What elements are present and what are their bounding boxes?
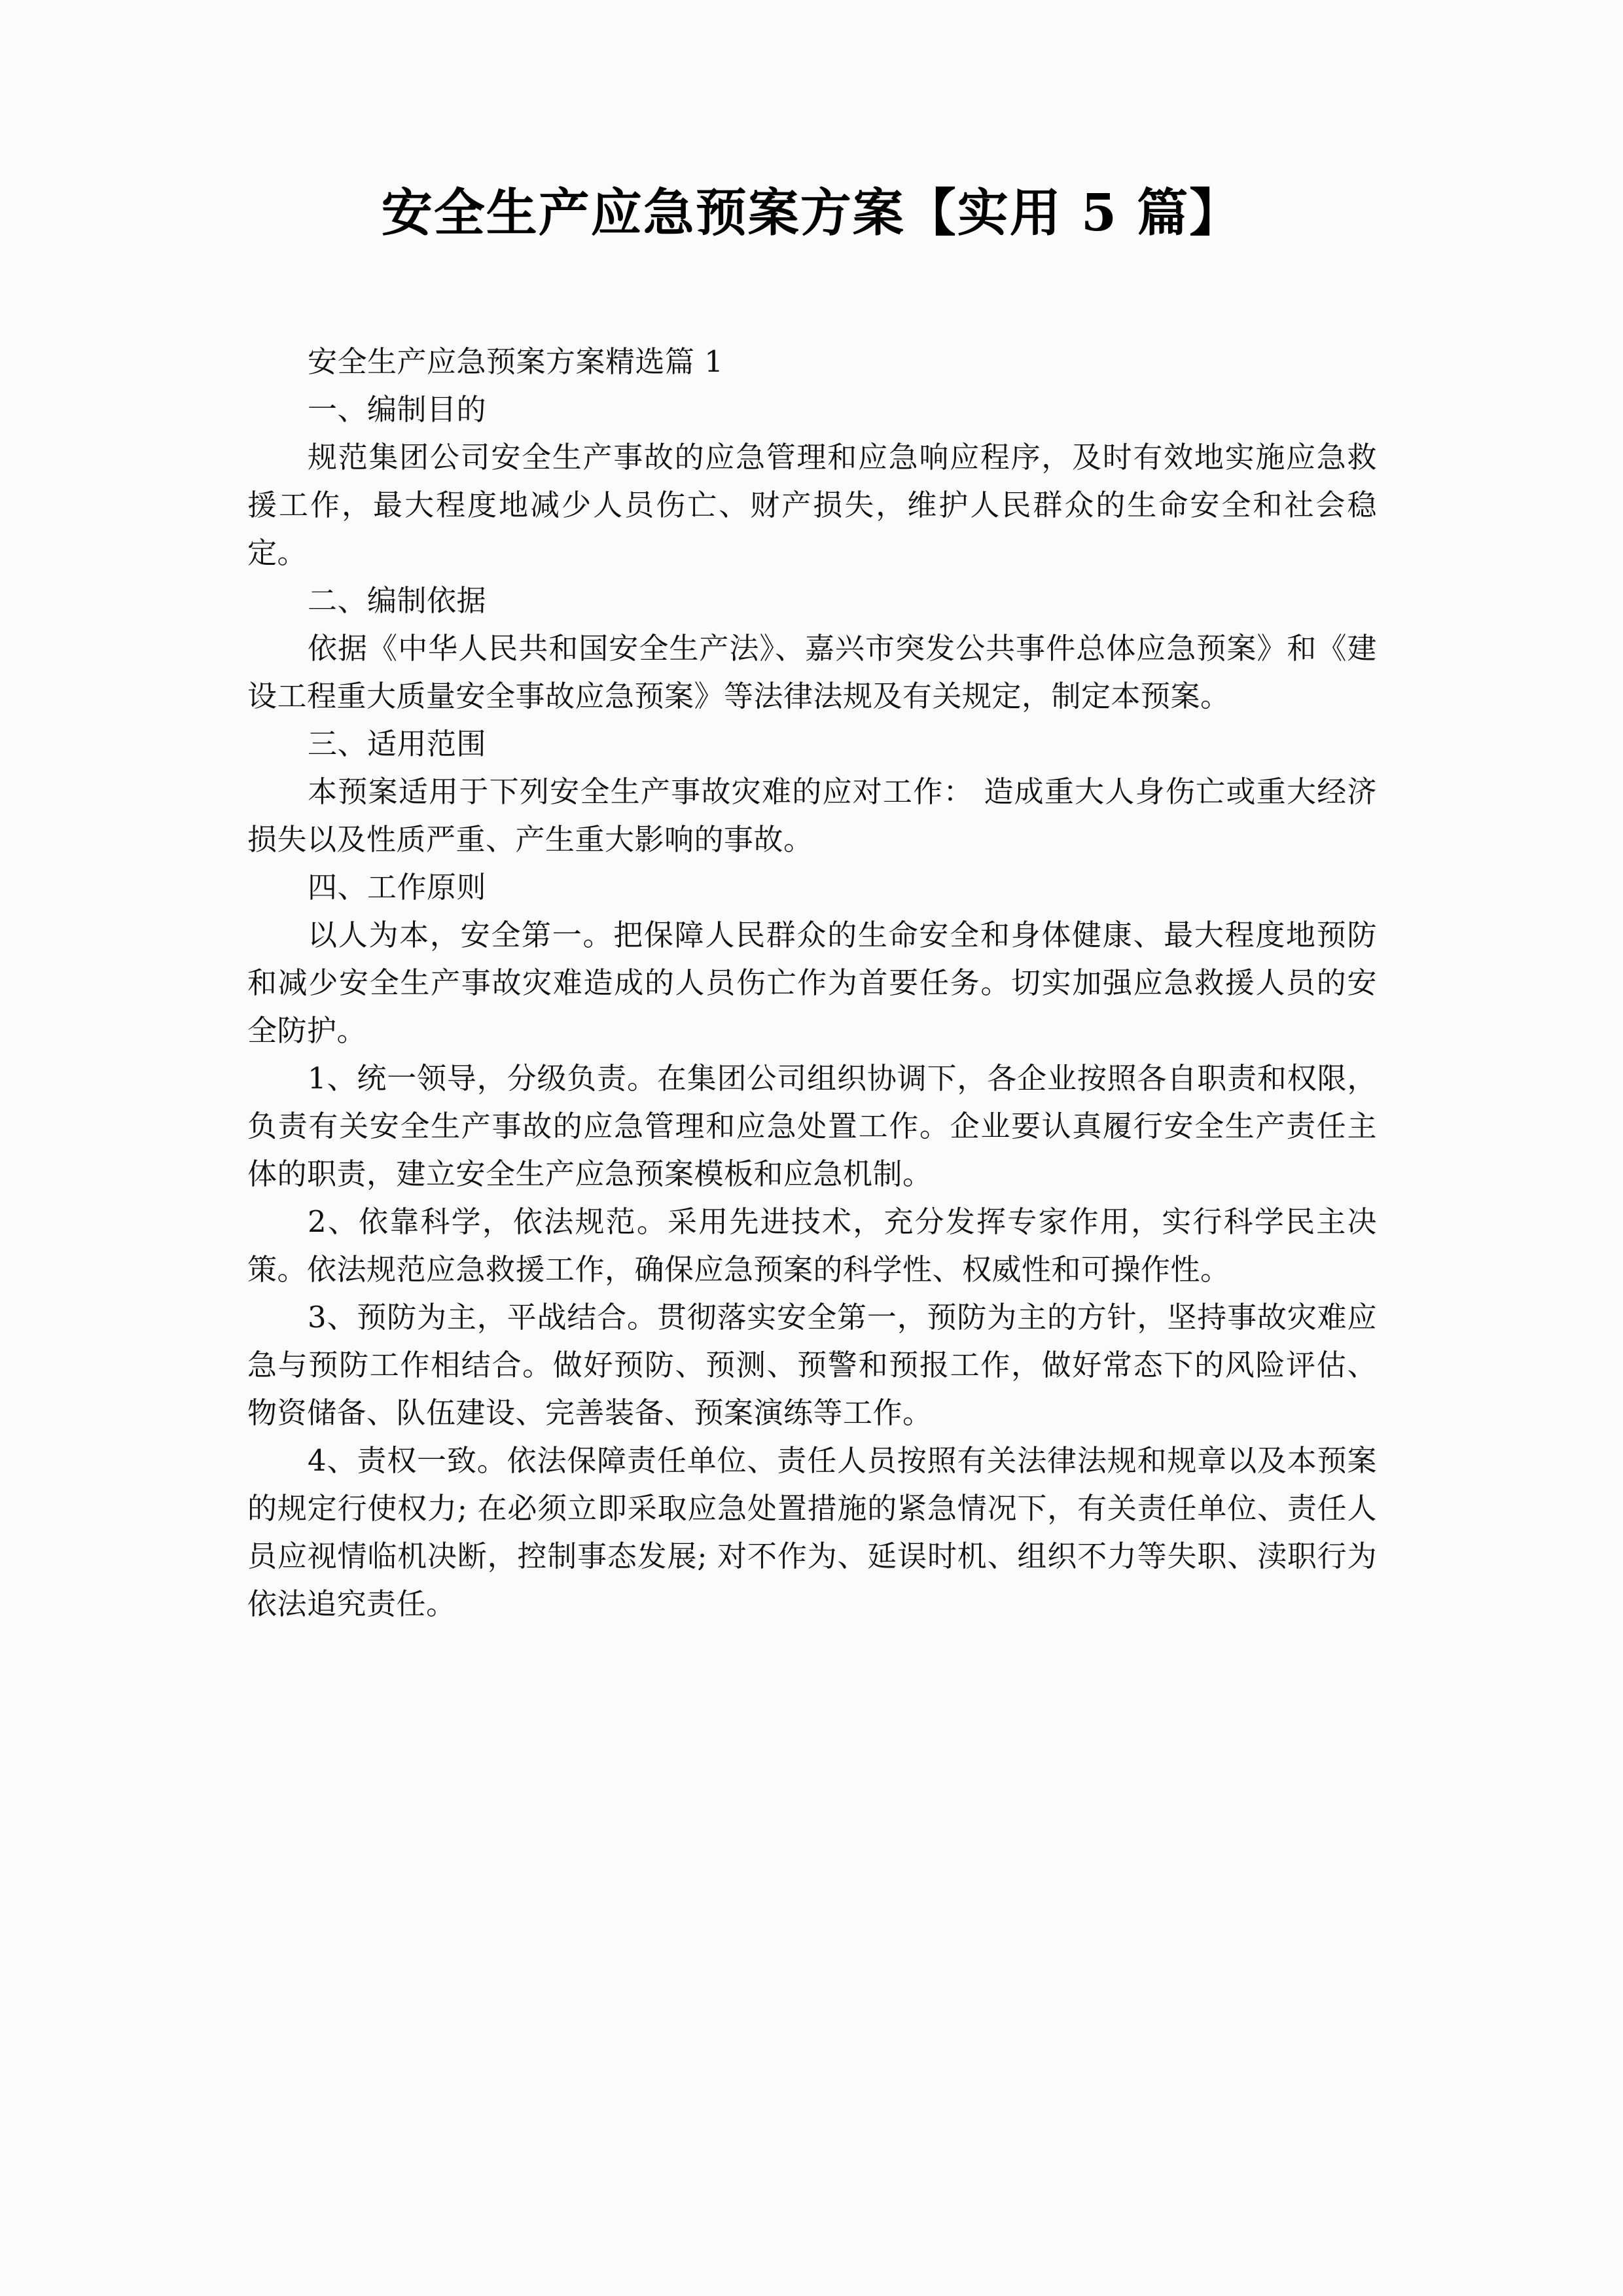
document-body [247, 338, 1377, 1628]
paragraph-section-2-body: 依据《中华人民共和国安全生产法》、嘉兴市突发公共事件总体应急预案》和《建设工程重大质量安全事故应急预案》等法律法规及有关规定，制定本预案。 [247, 631, 1377, 713]
paragraph-section-3-heading: 三、适用范围 [308, 726, 487, 761]
paragraph-principle-1: 1、统一领导，分级负责。在集团公司组织协调下，各企业按照各自职责和权限，负责有关安全生产事故的应急管理和应急处置工作。企业要认真履行安全生产责任主体的职责，建立安全生产应急预案模板和应急机制。 [247, 1061, 1377, 1191]
paragraph-principle-3: 3、预防为主，平战结合。贯彻落实安全第一，预防为主的方针，坚持事故灾难应急与预防工作相结合。做好预防、预测、预警和预报工作，做好常态下的风险评估、物资储备、队伍建设、完善装备、预案演练等工作。 [247, 1300, 1377, 1430]
paragraph-section-3-body: 本预案适用于下列安全生产事故灾难的应对工作： 造成重大人身伤亡或重大经济损失以及性质严重、产生重大影响的事故。 [247, 774, 1377, 857]
paragraph-section-2-heading: 二、编制依据 [308, 583, 487, 618]
paragraph-subtitle: 安全生产应急预案方案精选篇 1 [308, 344, 724, 379]
paragraph-section-4-body: 以人为本，安全第一。把保障人民群众的生命安全和身体健康、最大程度地预防和减少安全生产事故灾难造成的人员伤亡作为首要任务。切实加强应急救援人员的安全防护。 [247, 918, 1377, 1048]
paragraph-section-4-heading: 四、工作原则 [308, 870, 487, 905]
paragraph-principle-2: 2、依靠科学，依法规范。采用先进技术，充分发挥专家作用，实行科学民主决策。依法规范应急救援工作，确保应急预案的科学性、权威性和可操作性。 [247, 1204, 1377, 1287]
paragraph-section-1-heading: 一、编制目的 [308, 392, 487, 427]
page-title: 安全生产应急预案方案【实用 5 篇】 [381, 183, 1242, 243]
paragraph-principle-4: 4、责权一致。依法保障责任单位、责任人员按照有关法律法规和规章以及本预案的规定行使权力; 在必须立即采取应急处置措施的紧急情况下，有关责任单位、责任人员应视情临机决断，控制事态发展; 对不作为、延误时机、组织不力等失职、渎职行为依法追究责任。 [247, 1443, 1377, 1621]
paragraph-section-1-body: 规范集团公司安全生产事故的应急管理和应急响应程序，及时有效地实施应急救援工作，最大程度地减少人员伤亡、财产损失，维护人民群众的生命安全和社会稳定。 [247, 440, 1377, 570]
